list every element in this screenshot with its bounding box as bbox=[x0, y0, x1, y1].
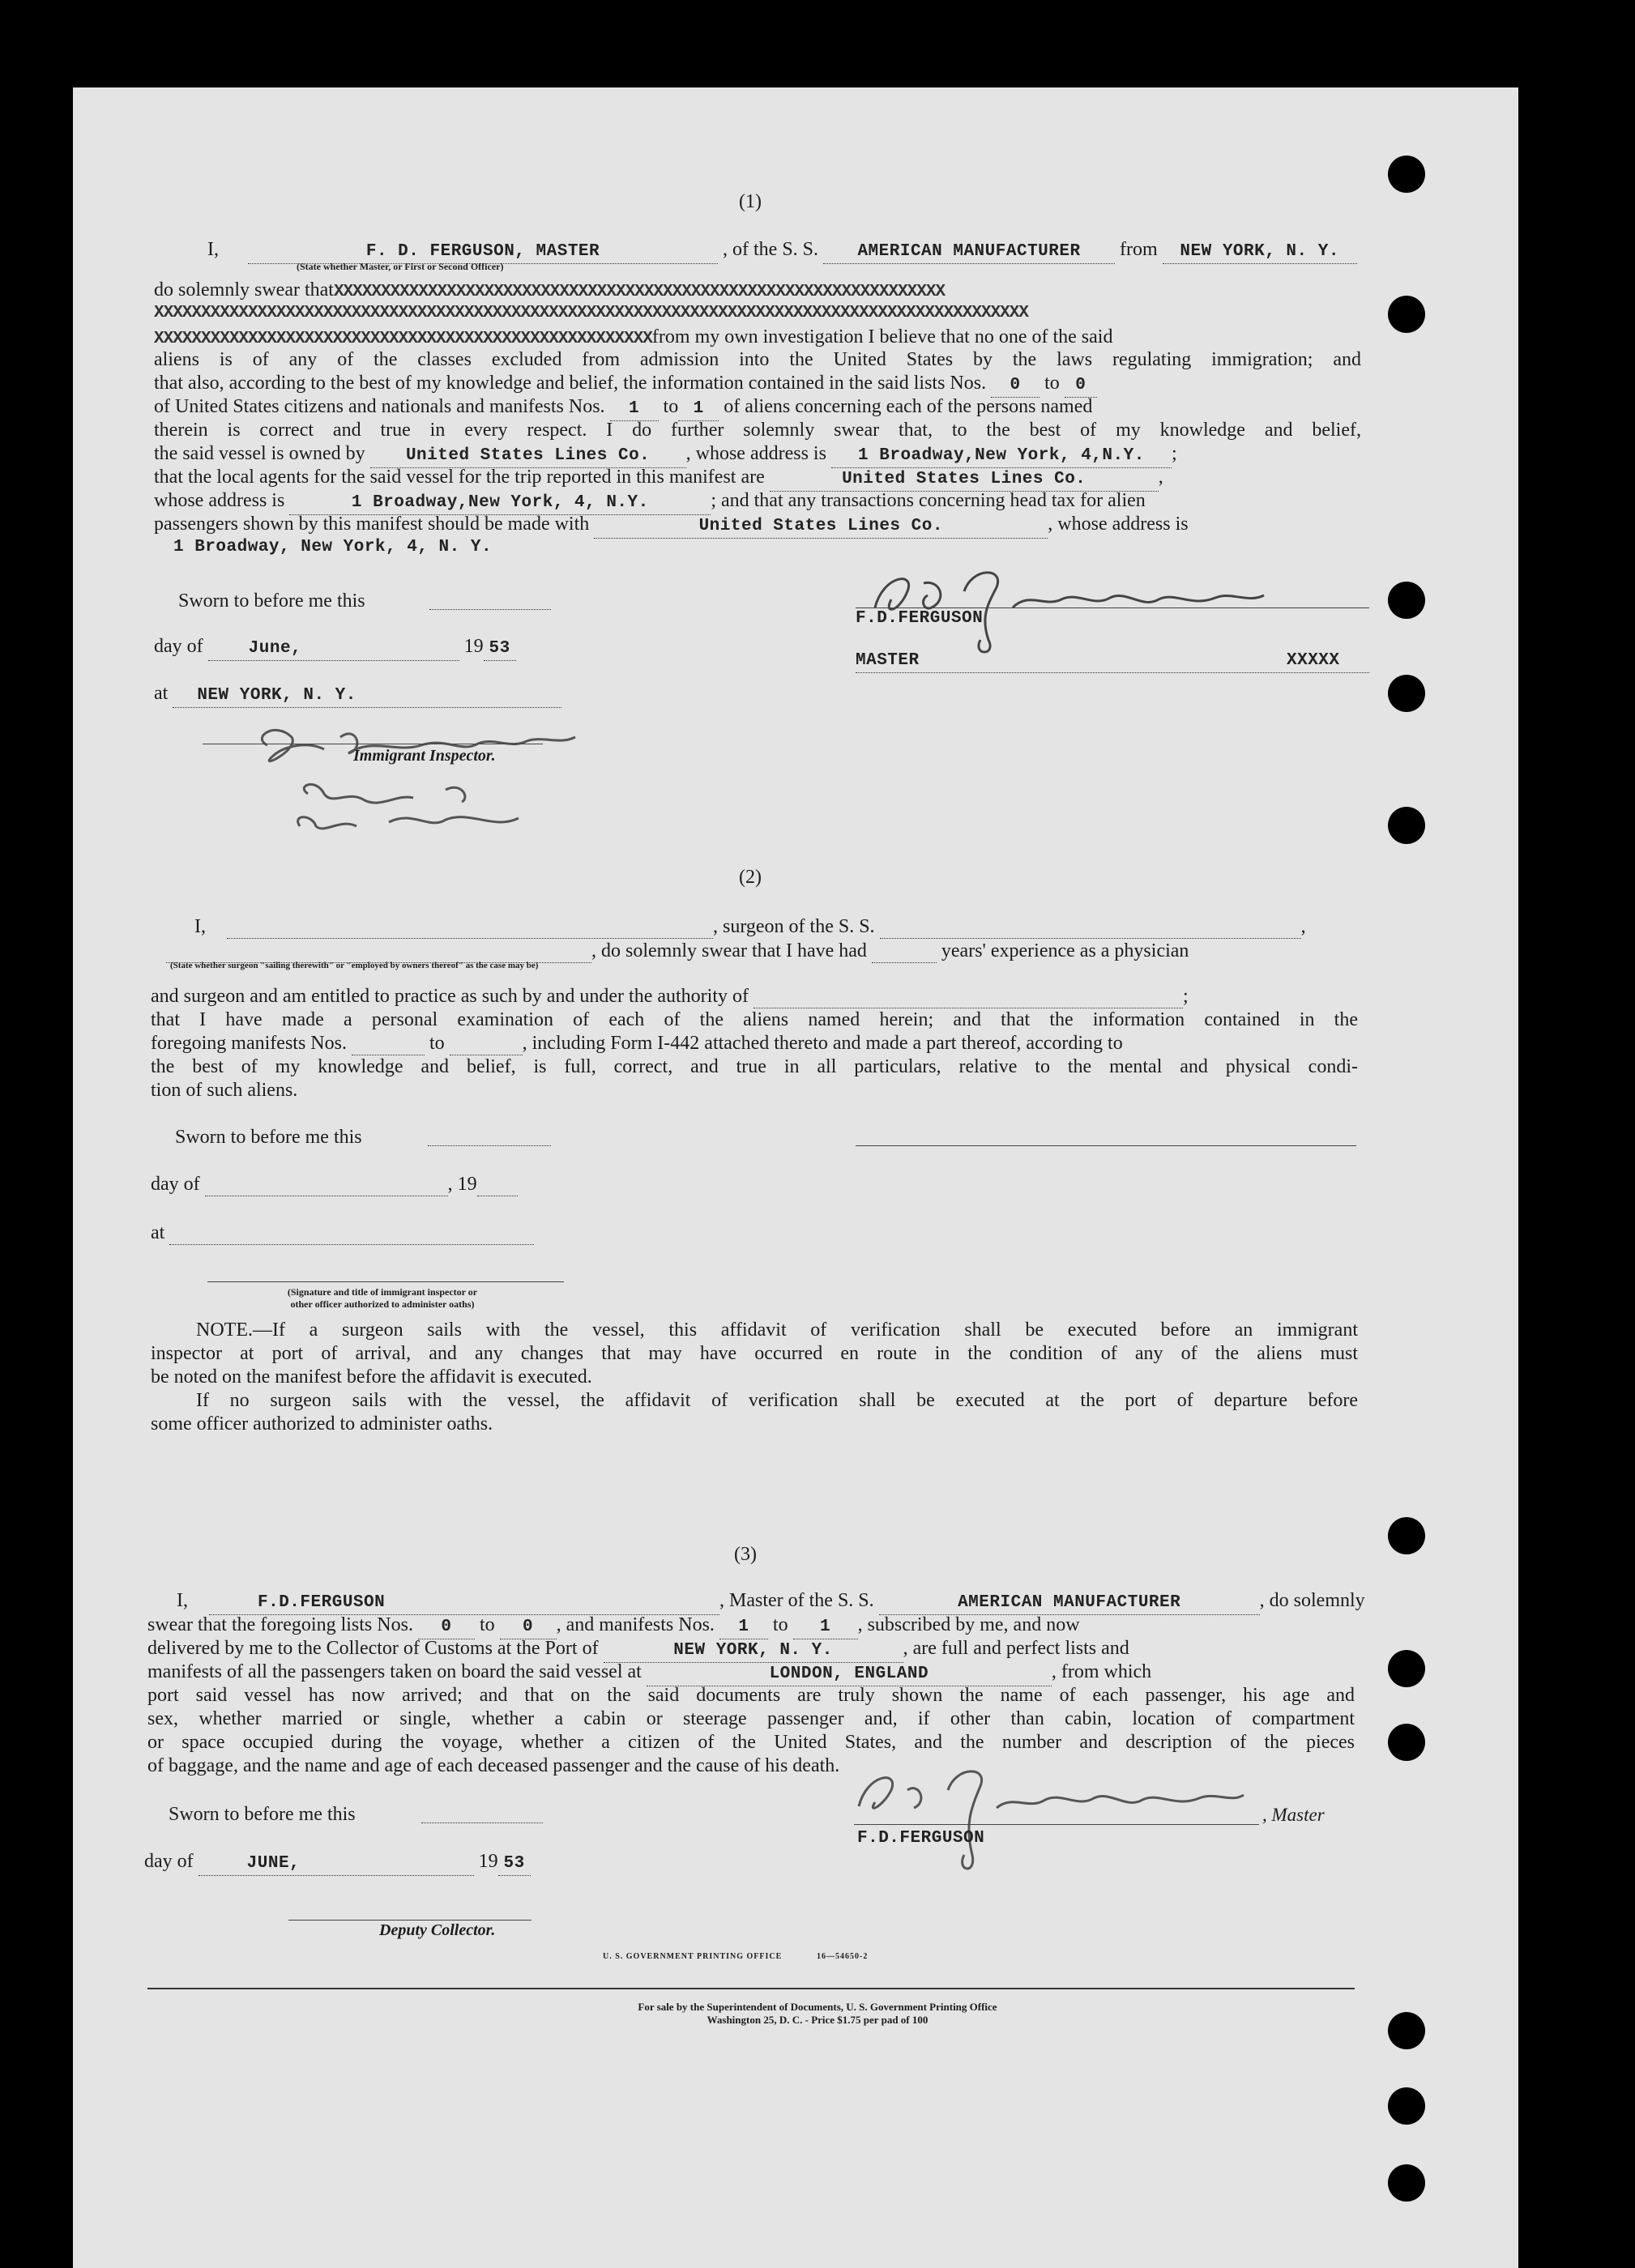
of-ss-label: , of the S. S. bbox=[723, 239, 819, 260]
note-text: If no surgeon sails with the vessel, the affidavit of verification shall be executed at the port of departure before bbox=[196, 1390, 1358, 1411]
surgeon-status-blank bbox=[166, 940, 591, 963]
surgeon-text: tion of such aliens. bbox=[151, 1080, 298, 1101]
place-blank bbox=[169, 1221, 534, 1245]
collector-signer: F.D.FERGUSON bbox=[857, 1829, 985, 1848]
to-label: to bbox=[663, 396, 679, 417]
to-label: to bbox=[1044, 373, 1060, 394]
surgeon-body bbox=[151, 985, 1358, 1106]
port-label: delivered by me to the Collector of Customs at the Port of bbox=[147, 1638, 599, 1659]
note-text: inspector at port of arrival, and any changes that may have occurred en route in the condition of any of the aliens must bbox=[151, 1343, 1358, 1364]
surgeon-notes bbox=[151, 1319, 1358, 1440]
collector-year: 53 bbox=[498, 1852, 531, 1876]
boarding-label: manifests of all the passengers taken on board the said vessel at bbox=[147, 1661, 642, 1682]
oath-text: that the local agents for the said vessel for the trip reported in this manifest are United States Lines Co. , bbox=[154, 466, 1163, 492]
sale-note: Washington 25, D. C. - Price $1.75 per pad of 100 bbox=[707, 2014, 928, 2026]
day-of-label: day of bbox=[144, 1851, 194, 1872]
oath-text-continued: from my own investigation I believe that no one of the said bbox=[651, 326, 1113, 347]
year-prefix: 19 bbox=[478, 1851, 498, 1872]
pronoun: I, bbox=[207, 239, 219, 260]
collector-text bbox=[147, 1660, 1151, 1686]
owner-address: 1 Broadway,New York, 4,N.Y. bbox=[831, 445, 1172, 468]
signature-line bbox=[854, 1824, 1259, 1825]
lists-label: that also, according to the best of my knowledge and belief, the information contained in the said lists Nos. bbox=[154, 373, 987, 394]
surgeon-text: and surgeon and am entitled to practice as such by and under the authority of ; bbox=[151, 986, 1189, 1007]
at-label: at bbox=[154, 683, 169, 704]
inspector-signature bbox=[203, 713, 591, 834]
years-blank bbox=[872, 940, 937, 963]
struck-text: XXXXXXXXXXXXXXXXXXXXXXXXXXXXXXXXXXXXXXXXXXXXXXXXXXXXXXXXXXXXXXXXX bbox=[333, 283, 946, 301]
surgeon-name-blank bbox=[227, 915, 713, 939]
punch-hole bbox=[1388, 296, 1425, 333]
signature-line bbox=[856, 1145, 1356, 1146]
manifests-to: 1 bbox=[678, 398, 719, 421]
collector-text-continued: , from which bbox=[1051, 1661, 1152, 1682]
sworn-label: Sworn to before me this bbox=[169, 1804, 356, 1825]
day-of-line bbox=[151, 1173, 518, 1196]
address-label: whose address is bbox=[154, 490, 285, 511]
gpo-imprint: U. S. GOVERNMENT PRINTING OFFICE bbox=[603, 1952, 783, 1961]
signature-line bbox=[207, 1281, 564, 1282]
year-blank bbox=[477, 1173, 518, 1196]
manifests-label: foregoing manifests Nos. bbox=[151, 1033, 347, 1054]
head-tax-address: 1 Broadway, New York, 4, N. Y. bbox=[173, 538, 493, 556]
blank-line bbox=[429, 609, 551, 610]
to-label: to bbox=[772, 1614, 788, 1635]
lists-from: 0 bbox=[991, 374, 1039, 398]
collector-text-continued: , are full and perfect lists and bbox=[903, 1638, 1129, 1659]
to-label: to bbox=[479, 1614, 495, 1635]
collector-text bbox=[147, 1637, 1129, 1663]
authority-blank bbox=[753, 985, 1183, 1008]
oath-body bbox=[154, 279, 1361, 556]
surgeon-note: (State whether surgeon "sailing therewith" or "employed by owners thereof" as the case may be) bbox=[170, 961, 539, 970]
manifests-label: of United States citizens and nationals and manifests Nos. bbox=[154, 396, 605, 417]
surgeon-text bbox=[151, 1032, 1123, 1055]
struck-text: XXXXXXXXXXXXXXXXXXXXXXXXXXXXXXXXXXXXXXXXXXXXXXXXXXXXXXXXXXXXXXXXXXXXXXXXXXXXXXXXXXXXXXXXXXXXX bbox=[154, 304, 1028, 322]
oath-text-continued: ; and that any transactions concerning head tax for alien bbox=[711, 490, 1146, 511]
day-of-line bbox=[144, 1850, 531, 1876]
collector-text: sex, whether married or single, whether a cabin or steerage passenger and, if other than cabin, location of compartment bbox=[147, 1708, 1355, 1729]
punch-hole bbox=[1388, 2087, 1425, 2125]
pronoun: I, bbox=[194, 916, 206, 937]
collector-line-1 bbox=[177, 1589, 1365, 1615]
oath-text bbox=[154, 326, 1112, 351]
master-label: , Master bbox=[1262, 1805, 1325, 1825]
vessel-owner: United States Lines Co. bbox=[370, 445, 686, 468]
sworn-place: NEW YORK, N. Y. bbox=[173, 684, 561, 708]
note-text: some officer authorized to administer oaths. bbox=[151, 1413, 493, 1435]
day-of-label: day of bbox=[154, 636, 203, 657]
sworn-year: 53 bbox=[484, 637, 516, 661]
oath-text-start: do solemnly swear that bbox=[154, 279, 334, 301]
at-label: at bbox=[151, 1222, 165, 1243]
punch-hole bbox=[1388, 156, 1425, 193]
collector-text-continued: , subscribed by me, and now bbox=[857, 1614, 1080, 1635]
surgeon-vessel-blank bbox=[880, 915, 1301, 939]
to-label: to bbox=[429, 1033, 445, 1054]
section-number: (1) bbox=[739, 191, 762, 212]
collector-vessel-name: AMERICAN MANUFACTURER bbox=[879, 1592, 1260, 1615]
vessel-name: AMERICAN MANUFACTURER bbox=[823, 241, 1115, 264]
address-label: , whose address is bbox=[685, 443, 826, 464]
punch-hole bbox=[1388, 675, 1425, 712]
solemnly-label: , do solemnly bbox=[1259, 1590, 1365, 1611]
collector-text bbox=[147, 1614, 1080, 1639]
master-name: F. D. FERGUSON, MASTER bbox=[248, 241, 718, 264]
manifests-to: 1 bbox=[793, 1616, 858, 1639]
manifests-from: 1 bbox=[610, 398, 659, 421]
at-line bbox=[151, 1221, 534, 1245]
oath-text bbox=[154, 395, 1092, 421]
note-text: be noted on the manifest before the affidavit is executed. bbox=[151, 1366, 592, 1388]
surgeon-text-continued: , including Form I-442 attached thereto and made a part thereof, according to bbox=[522, 1033, 1123, 1054]
note-text: NOTE.—If a surgeon sails with the vessel, this affidavit of verification shall be executed before an immigrant bbox=[196, 1319, 1358, 1341]
arrival-port: NEW YORK, N. Y. bbox=[604, 1639, 903, 1663]
manifests-from: 1 bbox=[719, 1616, 768, 1639]
collector-text: or space occupied during the voyage, whether a citizen of the United States, and the number and description of the pieces bbox=[147, 1732, 1355, 1753]
departure-port: NEW YORK, N. Y. bbox=[1163, 241, 1357, 264]
oath-text bbox=[154, 279, 945, 304]
local-agent: United States Lines Co. bbox=[770, 468, 1159, 492]
punch-hole bbox=[1388, 1724, 1425, 1761]
surgeon-line-2 bbox=[166, 940, 1189, 963]
lists-label: swear that the foregoing lists Nos. bbox=[147, 1614, 413, 1635]
surgeon-of-label: , surgeon of the S. S. bbox=[713, 916, 875, 937]
officer-note: (State whether Master, or First or Second Officer) bbox=[297, 261, 504, 272]
from-label: from bbox=[1120, 239, 1158, 260]
day-blank bbox=[205, 1173, 448, 1196]
oath-text: therein is correct and true in every respect. I do further solemnly swear that, to the best of my knowledge and belief, bbox=[154, 420, 1361, 441]
surgeon-text: the best of my knowledge and belief, is full, correct, and true in all particulars, relative to the mental and physical condi- bbox=[151, 1056, 1358, 1077]
inspector-signature-note bbox=[212, 1286, 553, 1311]
sworn-month: June, bbox=[208, 637, 459, 661]
sale-note: For sale by the Superintendent of Documents, U. S. Government Printing Office bbox=[638, 2001, 997, 2013]
punch-hole bbox=[1388, 1517, 1425, 1554]
lists-to: 0 bbox=[500, 1616, 557, 1639]
punch-hole bbox=[1388, 807, 1425, 844]
pronoun: I, bbox=[177, 1590, 188, 1611]
struck-title: XXXXX bbox=[1287, 651, 1340, 670]
agents-label: that the local agents for the said vessel for the trip reported in this manifest are bbox=[154, 467, 765, 488]
at-line bbox=[154, 682, 561, 708]
swear-label: , do solemnly swear that I have had bbox=[591, 940, 867, 961]
authority-label: and surgeon and am entitled to practice as such by and under the authority of bbox=[151, 986, 749, 1007]
oath-text bbox=[154, 513, 1189, 539]
signature-line bbox=[288, 1920, 531, 1921]
punch-hole bbox=[1388, 2164, 1425, 2202]
collector-text: port said vessel has now arrived; and that on the said documents are truly shown the name of each passenger, his age and bbox=[147, 1685, 1355, 1706]
head-tax-agent: United States Lines Co. bbox=[594, 515, 1048, 539]
manifests-from-blank bbox=[352, 1032, 425, 1055]
inspector-label: Immigrant Inspector. bbox=[353, 747, 496, 765]
surgeon-text: that I have made a personal examination of each of the aliens named herein; and that the information contained in the bbox=[151, 1009, 1358, 1030]
master-of-label: , Master of the S. S. bbox=[719, 1590, 874, 1611]
oath-text: aliens is of any of the classes excluded from admission into the United States by the laws regulating immigration; and bbox=[154, 349, 1361, 370]
sworn-label: Sworn to before me this bbox=[178, 590, 365, 612]
owner-label: the said vessel is owned by bbox=[154, 443, 365, 464]
master-signature bbox=[826, 1758, 1248, 1887]
manifests-to-blank bbox=[450, 1032, 523, 1055]
collector-month: JUNE, bbox=[199, 1852, 474, 1876]
day-of-line bbox=[154, 635, 516, 661]
note-line: other officer authorized to administer oaths) bbox=[290, 1298, 475, 1310]
blank-line bbox=[428, 1145, 551, 1146]
section-number: (3) bbox=[734, 1544, 757, 1565]
lists-to: 0 bbox=[1065, 374, 1097, 398]
deputy-label: Deputy Collector. bbox=[379, 1921, 496, 1939]
note-line: (Signature and title of immigrant inspector or bbox=[287, 1286, 478, 1298]
boarding-port: LONDON, ENGLAND bbox=[647, 1663, 1052, 1686]
agent-address: 1 Broadway,New York, 4, N.Y. bbox=[289, 492, 711, 515]
section-number: (2) bbox=[739, 867, 762, 888]
struck-text: XXXXXXXXXXXXXXXXXXXXXXXXXXXXXXXXXXXXXXXXXXXXXXXXXXXXX bbox=[154, 330, 652, 348]
punch-hole bbox=[1388, 1650, 1425, 1687]
day-of-label: day of bbox=[151, 1174, 200, 1195]
master-title: MASTER bbox=[856, 651, 920, 670]
head-tax-label: passengers shown by this manifest should be made with bbox=[154, 514, 590, 535]
address-label: , whose address is bbox=[1048, 514, 1189, 535]
surgeon-line-1: I, , surgeon of the S. S. , bbox=[194, 916, 1306, 937]
collector-master-name: F.D.FERGUSON bbox=[209, 1592, 719, 1615]
oath-text: the said vessel is owned by United States Lines Co. , whose address is 1 Broadway,New York, 4,N.Y. ; bbox=[154, 442, 1177, 468]
years-label: years' experience as a physician bbox=[941, 940, 1189, 961]
punch-hole bbox=[1388, 582, 1425, 619]
collector-text: of baggage, and the name and age of each deceased passenger and the cause of his death. bbox=[147, 1755, 840, 1776]
footer-rule bbox=[147, 1988, 1355, 1989]
lists-from: 0 bbox=[418, 1616, 475, 1639]
blank-line bbox=[856, 672, 1369, 673]
year-prefix: , 19 bbox=[447, 1174, 477, 1195]
oath-text bbox=[154, 372, 1097, 398]
master-signer: F.D.FERGUSON bbox=[856, 609, 984, 628]
year-prefix: 19 bbox=[463, 636, 484, 657]
oath-text-continued: of aliens concerning each of the persons named bbox=[724, 396, 1093, 417]
form-number: 16—54650-2 bbox=[817, 1952, 869, 1961]
sworn-label: Sworn to before me this bbox=[175, 1127, 362, 1148]
manifests-label: , and manifests Nos. bbox=[556, 1614, 715, 1635]
oath-text bbox=[154, 489, 1146, 515]
